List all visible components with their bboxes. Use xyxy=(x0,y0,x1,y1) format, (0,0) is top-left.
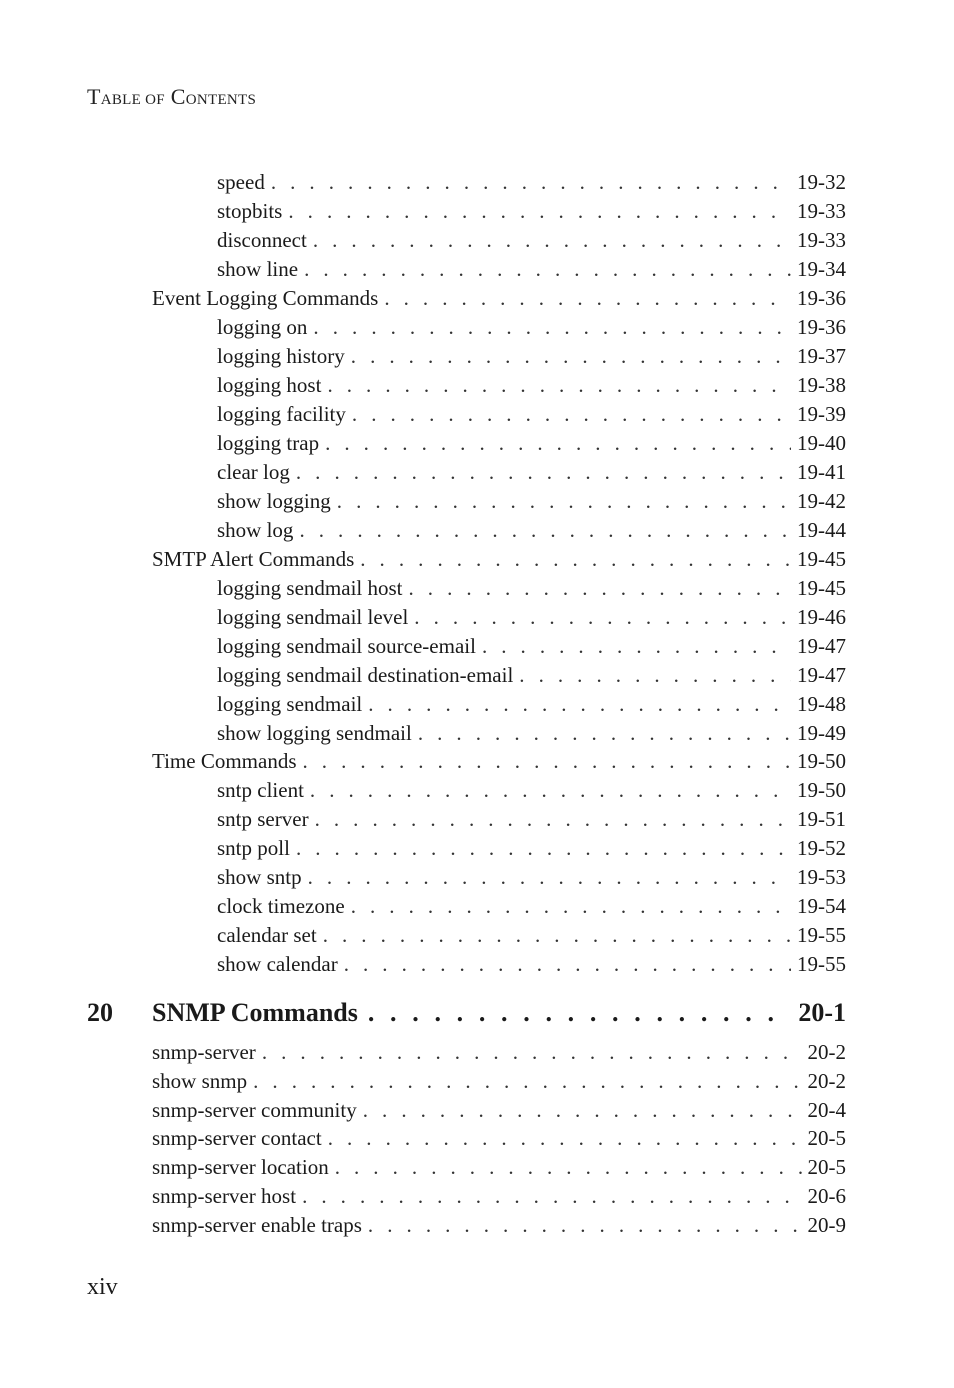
toc-entry-page: 19-52 xyxy=(797,836,846,860)
toc-entry[interactable] xyxy=(217,892,846,921)
dot-leader xyxy=(288,197,791,226)
dot-leader xyxy=(384,284,791,313)
toc-entry-page: 19-55 xyxy=(797,952,846,976)
toc-entry-label: snmp-server enable traps xyxy=(152,1213,362,1237)
toc-entry-label: Event Logging Commands xyxy=(152,286,379,310)
dot-leader xyxy=(262,1038,802,1067)
toc-entry[interactable] xyxy=(217,255,846,284)
dot-leader xyxy=(296,458,791,487)
toc-entry-label: logging sendmail xyxy=(217,692,363,716)
dot-leader xyxy=(337,487,791,516)
toc-entry-page: 20-6 xyxy=(807,1184,846,1208)
toc-entry-page: 20-5 xyxy=(807,1155,846,1179)
toc-entry[interactable] xyxy=(217,429,846,458)
dot-leader xyxy=(313,313,791,342)
dot-leader xyxy=(308,863,791,892)
toc-entry-page: 19-38 xyxy=(797,373,846,397)
toc-entry-page: 20-4 xyxy=(807,1098,846,1122)
toc-entry-page: 19-36 xyxy=(797,286,846,310)
chapter-number: 20 xyxy=(87,998,113,1027)
toc-entry-label: show logging xyxy=(217,489,331,513)
toc-entry-label: show line xyxy=(217,257,299,281)
toc-entry-label: clock timezone xyxy=(217,894,345,918)
toc-entry-label: calendar set xyxy=(217,923,317,947)
toc-entry[interactable] xyxy=(217,197,846,226)
toc-entry[interactable] xyxy=(217,834,846,863)
chapter-title: SNMP Commands xyxy=(152,998,358,1027)
dot-leader xyxy=(418,719,791,748)
toc-entry-label: Time Commands xyxy=(152,749,297,773)
toc-entry-label: logging sendmail source-email xyxy=(217,634,476,658)
toc-entry-label: logging on xyxy=(217,315,308,339)
dot-leader xyxy=(271,168,791,197)
toc-entry-label: snmp-server xyxy=(152,1040,256,1064)
dot-leader xyxy=(351,342,791,371)
toc-entry[interactable] xyxy=(217,371,846,400)
dot-leader xyxy=(368,690,791,719)
dot-leader xyxy=(327,371,791,400)
toc-entry-label: logging sendmail host xyxy=(217,576,403,600)
toc-entry-label: snmp-server location xyxy=(152,1155,329,1179)
toc-entry[interactable] xyxy=(217,921,846,950)
toc-entry[interactable] xyxy=(217,805,846,834)
toc-entry-label: clear log xyxy=(217,460,290,484)
toc-section-entry[interactable] xyxy=(152,545,846,574)
dot-leader xyxy=(352,400,791,429)
dot-leader xyxy=(302,1182,801,1211)
toc-entry-page: 19-50 xyxy=(797,778,846,802)
running-head-smallcaps-2: ONTENTS xyxy=(185,92,257,108)
dot-leader xyxy=(299,516,791,545)
dot-leader xyxy=(368,1211,802,1240)
toc-entry[interactable] xyxy=(217,168,846,197)
toc-entry-page: 19-33 xyxy=(797,228,846,252)
toc-entry-label: logging sendmail destination-email xyxy=(217,663,514,687)
running-head-initial-2: C xyxy=(170,84,186,109)
toc-entry-label: stopbits xyxy=(217,199,283,223)
toc-entry-label: show calendar xyxy=(217,952,338,976)
toc-entry-page: 19-51 xyxy=(797,807,846,831)
dot-leader xyxy=(363,1096,802,1125)
chapter-page: 20-1 xyxy=(798,998,846,1027)
toc-entry[interactable] xyxy=(217,950,846,979)
toc-entry[interactable] xyxy=(217,487,846,516)
toc-entry[interactable] xyxy=(217,516,846,545)
toc-entry[interactable] xyxy=(152,1124,846,1153)
toc-entry-page: 19-53 xyxy=(797,865,846,889)
toc-entry-label: snmp-server contact xyxy=(152,1126,322,1150)
toc-entry-page: 19-44 xyxy=(797,518,846,542)
dot-leader xyxy=(351,892,791,921)
toc-entry[interactable] xyxy=(152,1211,846,1240)
toc-entry-page: 19-40 xyxy=(797,431,846,455)
page-number: xiv xyxy=(87,1274,118,1300)
toc-entry-page: 19-33 xyxy=(797,199,846,223)
toc-entry-label: show snmp xyxy=(152,1069,248,1093)
toc-entry-page: 20-9 xyxy=(807,1213,846,1237)
toc-section-entry[interactable] xyxy=(152,747,846,776)
dot-leader xyxy=(328,1124,802,1153)
running-head xyxy=(87,84,256,110)
dot-leader xyxy=(296,834,791,863)
toc-entry[interactable] xyxy=(217,661,846,690)
dot-leader xyxy=(360,545,791,574)
toc-entry[interactable] xyxy=(217,863,846,892)
toc-entry-page: 19-50 xyxy=(797,749,846,773)
toc-entry-page: 20-2 xyxy=(807,1069,846,1093)
toc-entry[interactable] xyxy=(217,226,846,255)
toc-entry-page: 19-41 xyxy=(797,460,846,484)
dot-leader xyxy=(414,603,791,632)
dot-leader xyxy=(313,226,791,255)
toc-entry[interactable] xyxy=(217,458,846,487)
toc-entry-label: show logging sendmail xyxy=(217,721,412,745)
toc-chapter-entry[interactable] xyxy=(87,998,846,1032)
toc-entry-page: 19-32 xyxy=(797,170,846,194)
toc-entry-page: 19-54 xyxy=(797,894,846,918)
toc-entry-page: 19-45 xyxy=(797,547,846,571)
toc-entry-label: logging host xyxy=(217,373,322,397)
dot-leader xyxy=(335,1153,802,1182)
toc-entry[interactable] xyxy=(217,632,846,661)
toc-entry-page: 19-39 xyxy=(797,402,846,426)
toc-entry[interactable] xyxy=(217,313,846,342)
dot-leader xyxy=(344,950,791,979)
dot-leader xyxy=(303,747,792,776)
toc-entry-label: logging trap xyxy=(217,431,320,455)
toc-entry-page: 19-46 xyxy=(797,605,846,629)
toc-entry[interactable] xyxy=(217,400,846,429)
toc-entry-page: 19-49 xyxy=(797,721,846,745)
toc-entry-label: show log xyxy=(217,518,294,542)
toc-entry-label: logging facility xyxy=(217,402,346,426)
toc-section-entry[interactable] xyxy=(152,284,846,313)
toc-entry-page: 19-55 xyxy=(797,923,846,947)
dot-leader xyxy=(304,255,791,284)
toc-entry[interactable] xyxy=(217,342,846,371)
running-head-initial-1: T xyxy=(87,84,101,109)
toc-entry[interactable] xyxy=(152,1096,846,1125)
toc-entry-page: 20-5 xyxy=(807,1126,846,1150)
dot-leader xyxy=(315,805,791,834)
toc-entry-page: 19-48 xyxy=(797,692,846,716)
toc-entry[interactable] xyxy=(217,776,846,805)
toc-entry[interactable] xyxy=(217,690,846,719)
toc-entry-label: sntp client xyxy=(217,778,304,802)
toc-entry-label: logging sendmail level xyxy=(217,605,409,629)
toc-entry-label: show sntp xyxy=(217,865,302,889)
dot-leader xyxy=(409,574,792,603)
toc-entry-label: snmp-server community xyxy=(152,1098,357,1122)
toc-entry-label: snmp-server host xyxy=(152,1184,297,1208)
toc-entry-page: 20-2 xyxy=(807,1040,846,1064)
toc-entry-page: 19-47 xyxy=(797,634,846,658)
toc-entry[interactable] xyxy=(217,603,846,632)
toc-entry-page: 19-37 xyxy=(797,344,846,368)
toc-entry[interactable] xyxy=(152,1038,846,1067)
toc-entry[interactable] xyxy=(217,574,846,603)
dot-leader xyxy=(310,776,791,805)
running-head-smallcaps-1: ABLE OF xyxy=(100,92,165,108)
toc-entry[interactable] xyxy=(152,1067,846,1096)
toc-entry-page: 19-36 xyxy=(797,315,846,339)
toc-entry-page: 19-45 xyxy=(797,576,846,600)
dot-leader xyxy=(482,632,791,661)
toc-entry-label: speed xyxy=(217,170,265,194)
toc-entry-label: sntp poll xyxy=(217,836,290,860)
toc-entry[interactable] xyxy=(152,1182,846,1211)
toc-entry[interactable] xyxy=(152,1153,846,1182)
dot-leader xyxy=(253,1067,801,1096)
toc-entry-page: 19-34 xyxy=(797,257,846,281)
dot-leader xyxy=(323,921,791,950)
toc-entry-label: sntp server xyxy=(217,807,309,831)
toc-entry-label: SMTP Alert Commands xyxy=(152,547,355,571)
toc-entry-label: logging history xyxy=(217,344,345,368)
toc-entry-page: 19-42 xyxy=(797,489,846,513)
dot-leader xyxy=(325,429,791,458)
dot-leader xyxy=(519,661,791,690)
dot-leader xyxy=(368,998,790,1028)
toc-entry[interactable] xyxy=(217,719,846,748)
toc-entry-label: disconnect xyxy=(217,228,307,252)
toc-entry-page: 19-47 xyxy=(797,663,846,687)
